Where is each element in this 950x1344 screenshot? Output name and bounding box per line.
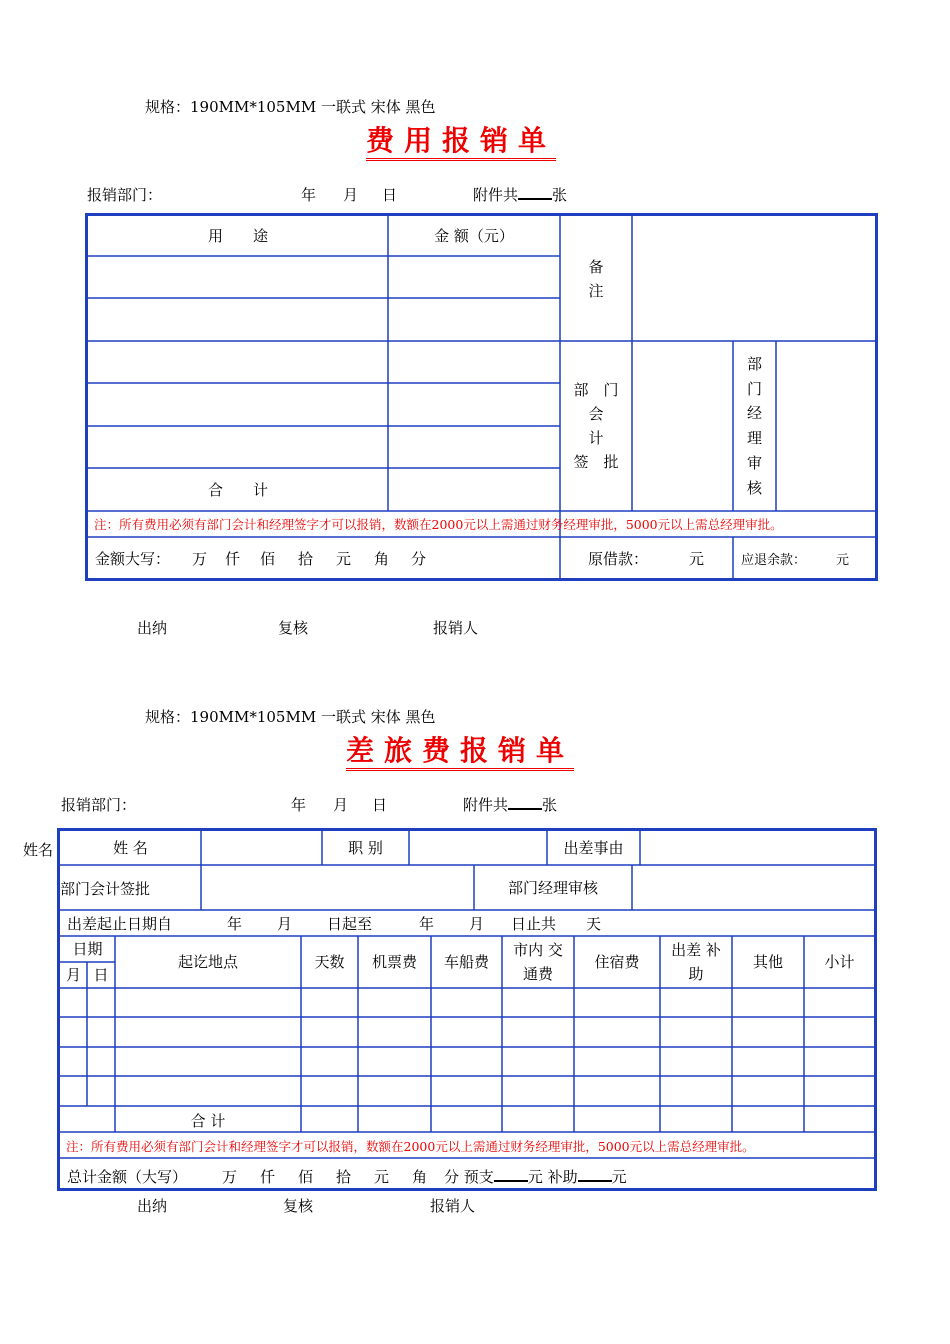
form2-claimant: 报销人 bbox=[430, 1197, 476, 1215]
form2-header-subtotal: 小计 bbox=[824, 953, 855, 971]
form2-title: 差旅费报销单 bbox=[346, 736, 574, 771]
form2-header-vehicle: 车船费 bbox=[443, 953, 489, 971]
form1-orig-borrow-unit: 元 bbox=[689, 550, 705, 568]
form1-day: 日 bbox=[382, 186, 398, 204]
form1-units: 万 仟 佰 拾 元 角 分 bbox=[192, 550, 427, 568]
form2-subsidy-field[interactable] bbox=[578, 1166, 612, 1182]
form2-date-header: 日期 bbox=[72, 940, 103, 958]
form2-dept-label: 报销部门： bbox=[61, 796, 137, 814]
form1-dept-label: 报销部门： bbox=[87, 186, 163, 204]
form2-reason-field[interactable] bbox=[640, 831, 875, 865]
form1-total-label: 合 计 bbox=[207, 480, 268, 499]
form2-manager-field[interactable] bbox=[632, 865, 875, 910]
form2-rank-label: 职 别 bbox=[348, 839, 383, 857]
table-row[interactable] bbox=[60, 988, 875, 1017]
form1-attach-prefix: 附件共 bbox=[473, 186, 519, 204]
form2-header-local-transport: 市内 交通费 bbox=[513, 941, 563, 983]
form1-cashier: 出纳 bbox=[137, 619, 168, 637]
form2-reason-label: 出差事由 bbox=[563, 839, 624, 857]
form1-month: 月 bbox=[343, 186, 359, 204]
form2-accountant-field[interactable] bbox=[201, 865, 474, 910]
form2-manager-label: 部门经理审核 bbox=[507, 878, 598, 897]
form2-cashier: 出纳 bbox=[137, 1197, 168, 1215]
form2-sum-row: 总计金额（大写） 万 仟 佰 拾 元 角 分 预支 元 补助 元 bbox=[67, 1168, 627, 1186]
form2-header-other: 其他 bbox=[752, 953, 783, 971]
form2-header-allowance: 出差 补助 bbox=[671, 941, 721, 983]
form2-outside-name: 姓名 bbox=[23, 841, 54, 859]
form2-header-airfare: 机票费 bbox=[371, 953, 417, 971]
form2-name-label: 姓 名 bbox=[113, 839, 148, 857]
form2-day-header: 日 bbox=[93, 966, 109, 984]
form2-attach-suffix: 张 bbox=[542, 796, 558, 814]
form2-attach-prefix: 附件共 bbox=[463, 796, 509, 814]
form2-name-field[interactable] bbox=[201, 831, 322, 865]
form1-refund-label: 应退余款： bbox=[741, 553, 807, 568]
table-row[interactable] bbox=[60, 1017, 875, 1047]
form2-spec: 规格：190MM*105MM 一联式 宋体 黑色 bbox=[145, 708, 436, 726]
form2-period: 出差起止日期自 年 月 日起至 年 月 日止共 天 bbox=[67, 915, 602, 933]
form2-accountant-label: 部门会计签批 bbox=[60, 880, 151, 898]
form2-note: 注：所有费用必须有部门会计和经理签字才可以报销，数额在2000元以上需通过财务经理审批，5000元以上需总经理审批。 bbox=[66, 1139, 755, 1154]
form2-header-route: 起讫地点 bbox=[177, 953, 238, 971]
form1-review: 复核 bbox=[278, 619, 309, 637]
form1-year: 年 bbox=[301, 186, 317, 204]
form1-orig-borrow-label: 原借款： bbox=[588, 550, 649, 568]
form1-header-purpose: 用 途 bbox=[207, 227, 268, 245]
form2-day: 日 bbox=[372, 796, 388, 814]
form2-header-days: 天数 bbox=[314, 953, 345, 971]
form1-header-amount: 金 额（元） bbox=[434, 227, 514, 245]
form1-attach-suffix: 张 bbox=[552, 186, 568, 204]
form1-manager-label: 部 门 经 理 审 核 bbox=[746, 354, 762, 497]
form1-amount-words-label: 金额大写： bbox=[95, 550, 171, 568]
form1-accountant-label: 部 门 会 计 签 批 bbox=[573, 381, 619, 471]
form2-rank-field[interactable] bbox=[409, 831, 547, 865]
form2-year: 年 bbox=[291, 796, 307, 814]
form1-remark-label: 备 注 bbox=[588, 257, 604, 300]
form2-month-header: 月 bbox=[65, 966, 81, 984]
form1-note: 注：所有费用必须有部门会计和经理签字才可以报销，数额在2000元以上需通过财务经理审批，5000元以上需总经理审批。 bbox=[94, 517, 783, 532]
form1-refund-unit: 元 bbox=[836, 553, 850, 568]
form2-advance-field[interactable] bbox=[494, 1166, 528, 1182]
form2-total-label: 合 计 bbox=[190, 1112, 226, 1130]
form2-header-lodging: 住宿费 bbox=[594, 953, 640, 971]
form1-title: 费用报销单 bbox=[366, 126, 556, 161]
table-row[interactable] bbox=[60, 1047, 875, 1076]
table-row[interactable] bbox=[60, 1076, 875, 1106]
form2-month: 月 bbox=[333, 796, 349, 814]
form2-review: 复核 bbox=[283, 1197, 314, 1215]
form1-claimant: 报销人 bbox=[433, 619, 479, 637]
form1-spec: 规格：190MM*105MM 一联式 宋体 黑色 bbox=[145, 98, 436, 116]
